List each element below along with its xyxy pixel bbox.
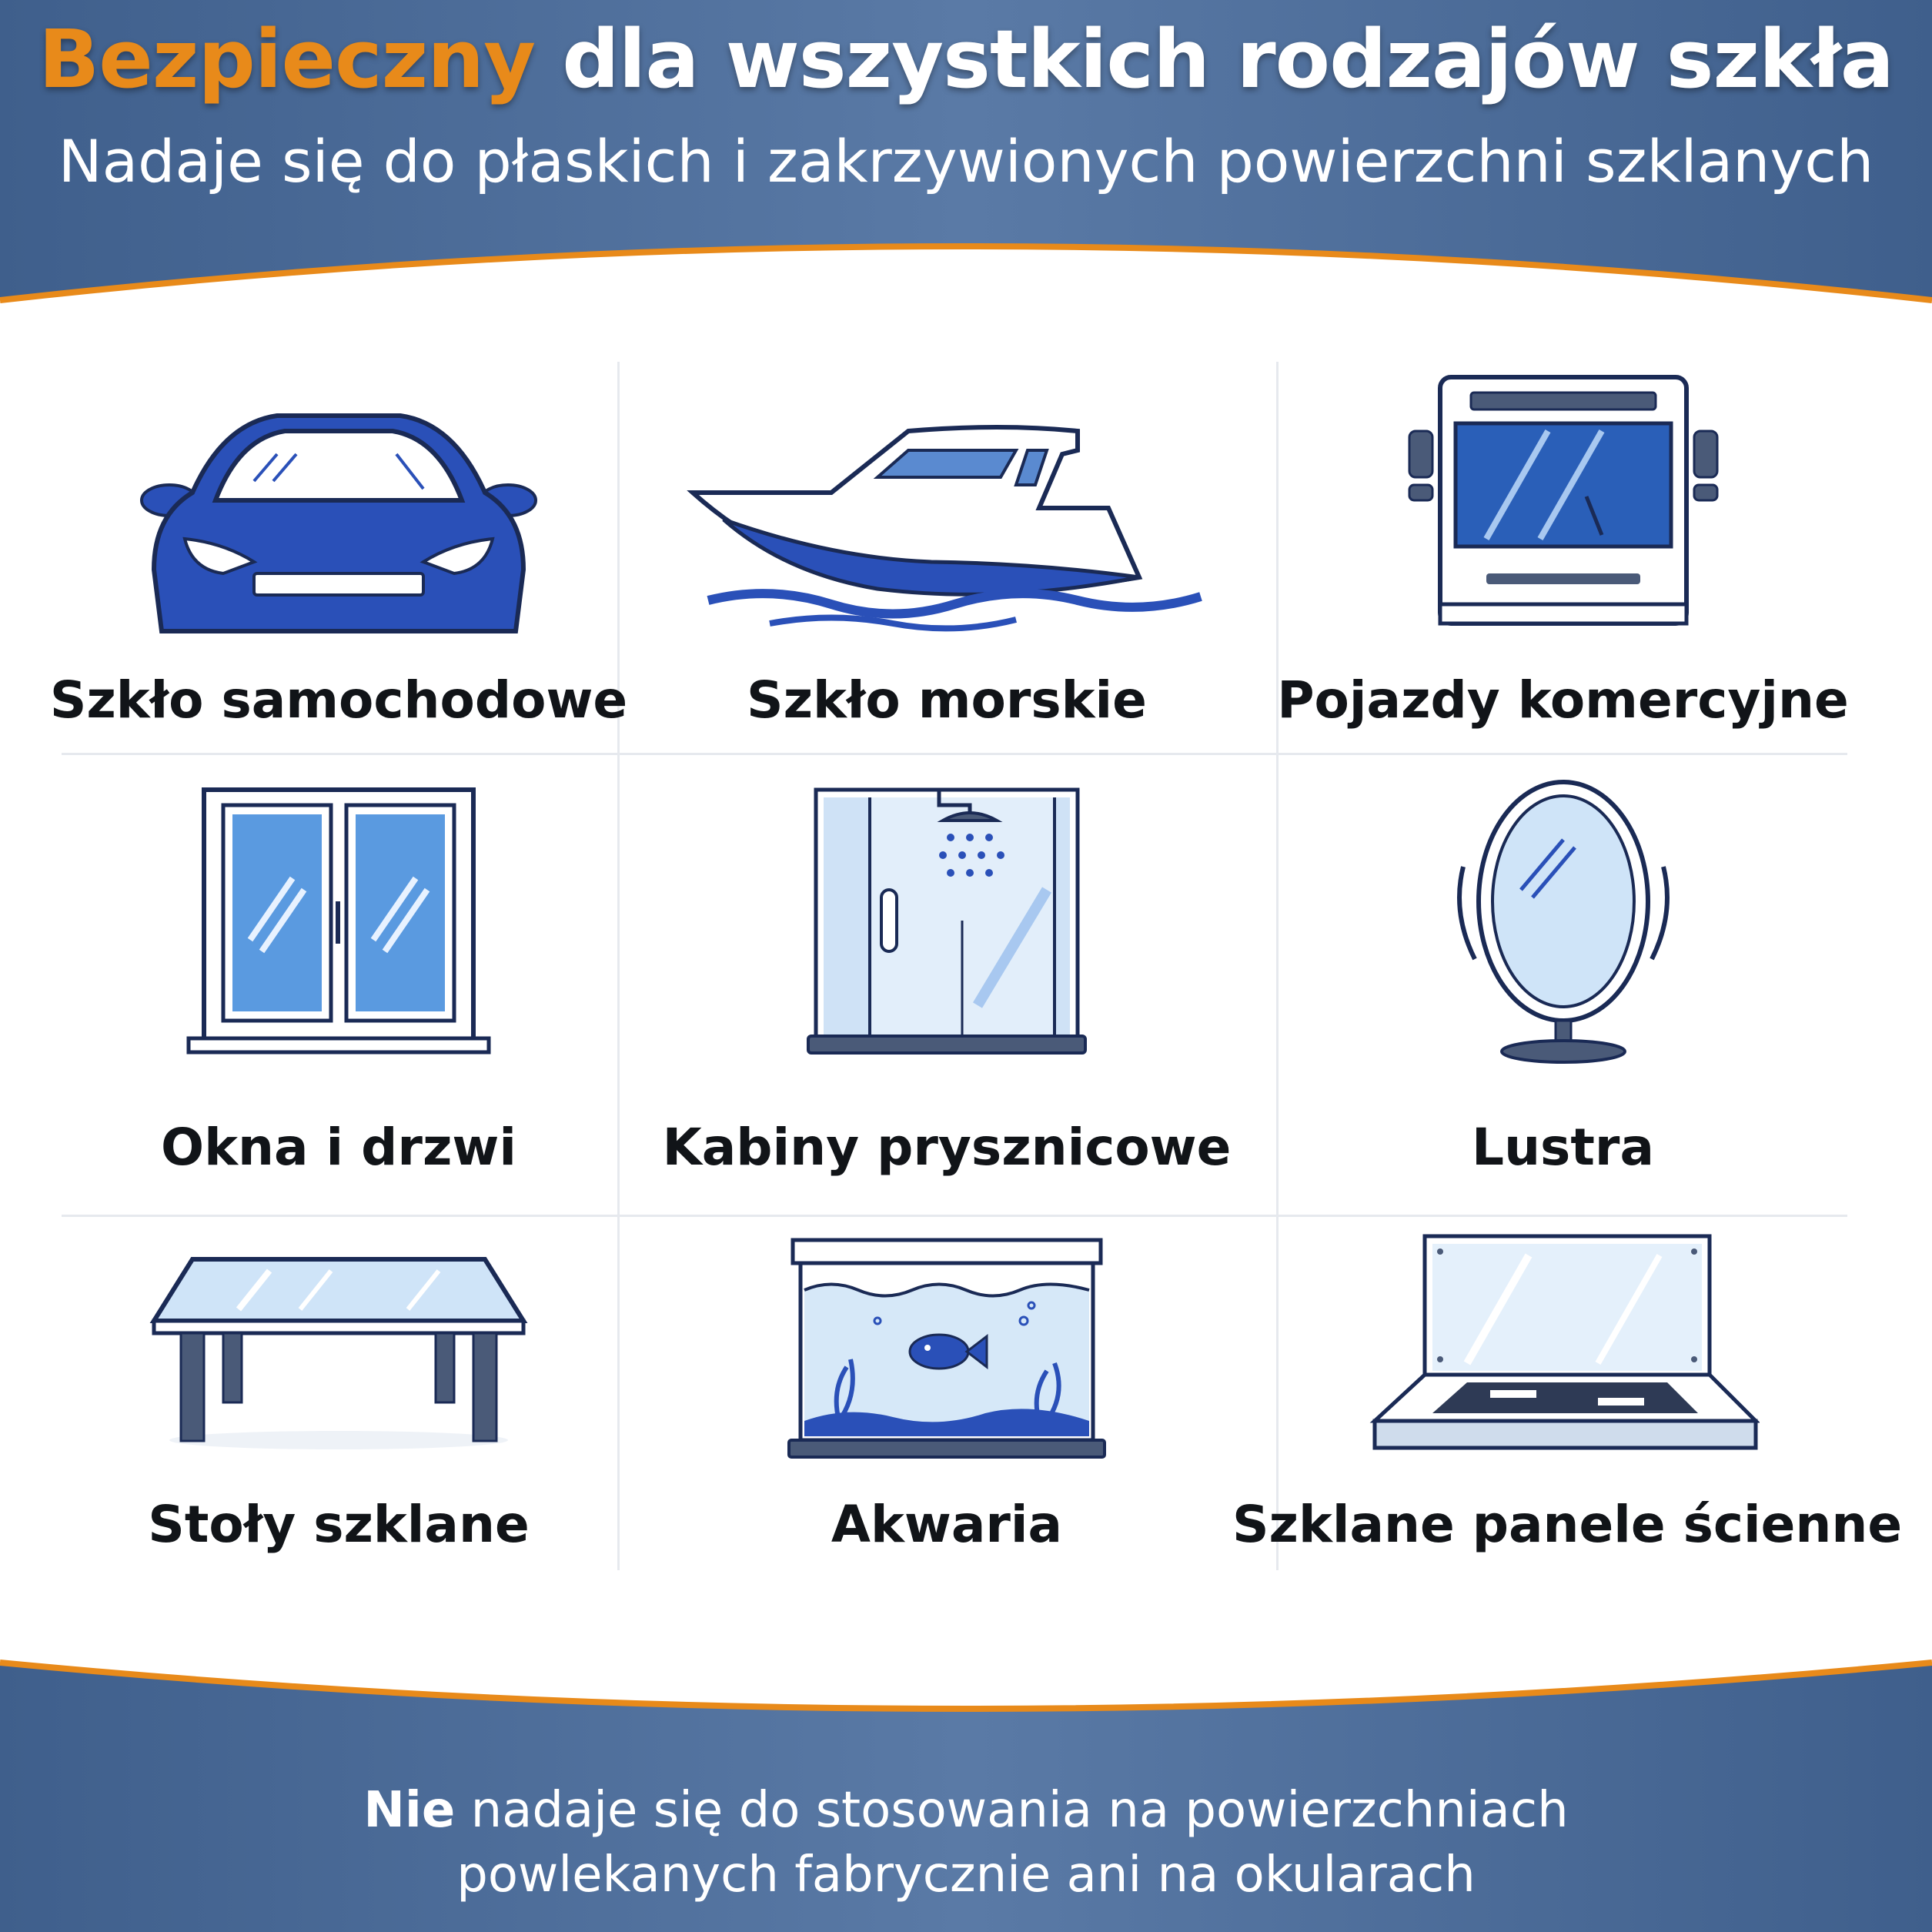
item-label: Szklane panele ścienne	[1232, 1495, 1903, 1554]
item-label: Kabiny prysznicowe	[662, 1118, 1232, 1177]
item-label: Szkło morskie	[747, 670, 1147, 730]
title-accent: Bezpieczny	[38, 12, 535, 106]
grid-cell-shower	[620, 755, 1274, 1212]
page-title	[0, 9, 1932, 109]
aquarium-icon	[785, 1236, 1108, 1459]
grid-cell-commercial	[1279, 362, 1847, 750]
shower-icon	[793, 774, 1101, 1067]
mirror-icon	[1448, 774, 1679, 1067]
footer-bold: Nie	[363, 1782, 456, 1839]
grid-cell-wall-panels	[1232, 1217, 1903, 1571]
grid-cell-aquarium	[620, 1217, 1274, 1571]
footer-warning	[0, 1778, 1932, 1907]
footer-line2: powlekanych fabrycznie ani na okularach	[456, 1847, 1476, 1904]
item-label: Stoły szklane	[148, 1495, 530, 1554]
table-icon	[146, 1252, 531, 1452]
bus-icon	[1394, 373, 1733, 635]
item-label: Akwaria	[831, 1495, 1063, 1554]
grid-cell-mirrors	[1279, 755, 1847, 1212]
boat-icon	[677, 393, 1216, 639]
item-label: Pojazdy komercyjne	[1277, 670, 1849, 730]
page-subtitle: Nadaje się do płaskich i zakrzywionych powierzchni szklanych	[58, 127, 1874, 196]
grid-cell-marine	[620, 362, 1274, 750]
title-rest: dla wszystkich rodzajów szkła	[562, 12, 1894, 106]
window-icon	[185, 786, 493, 1063]
item-label: Lustra	[1472, 1118, 1654, 1177]
grid-cell-automotive	[49, 362, 628, 750]
wall-panel-icon	[1367, 1232, 1760, 1463]
item-label: Szkło samochodowe	[49, 670, 628, 730]
footer-line1: nadaje się do stosowania na powierzchniach	[470, 1782, 1569, 1839]
grid-cell-windows	[62, 755, 616, 1212]
glass-types-grid	[49, 362, 1903, 1578]
grid-cell-tables	[62, 1217, 616, 1571]
car-icon	[139, 408, 539, 639]
item-label: Okna i drzwi	[161, 1118, 516, 1177]
